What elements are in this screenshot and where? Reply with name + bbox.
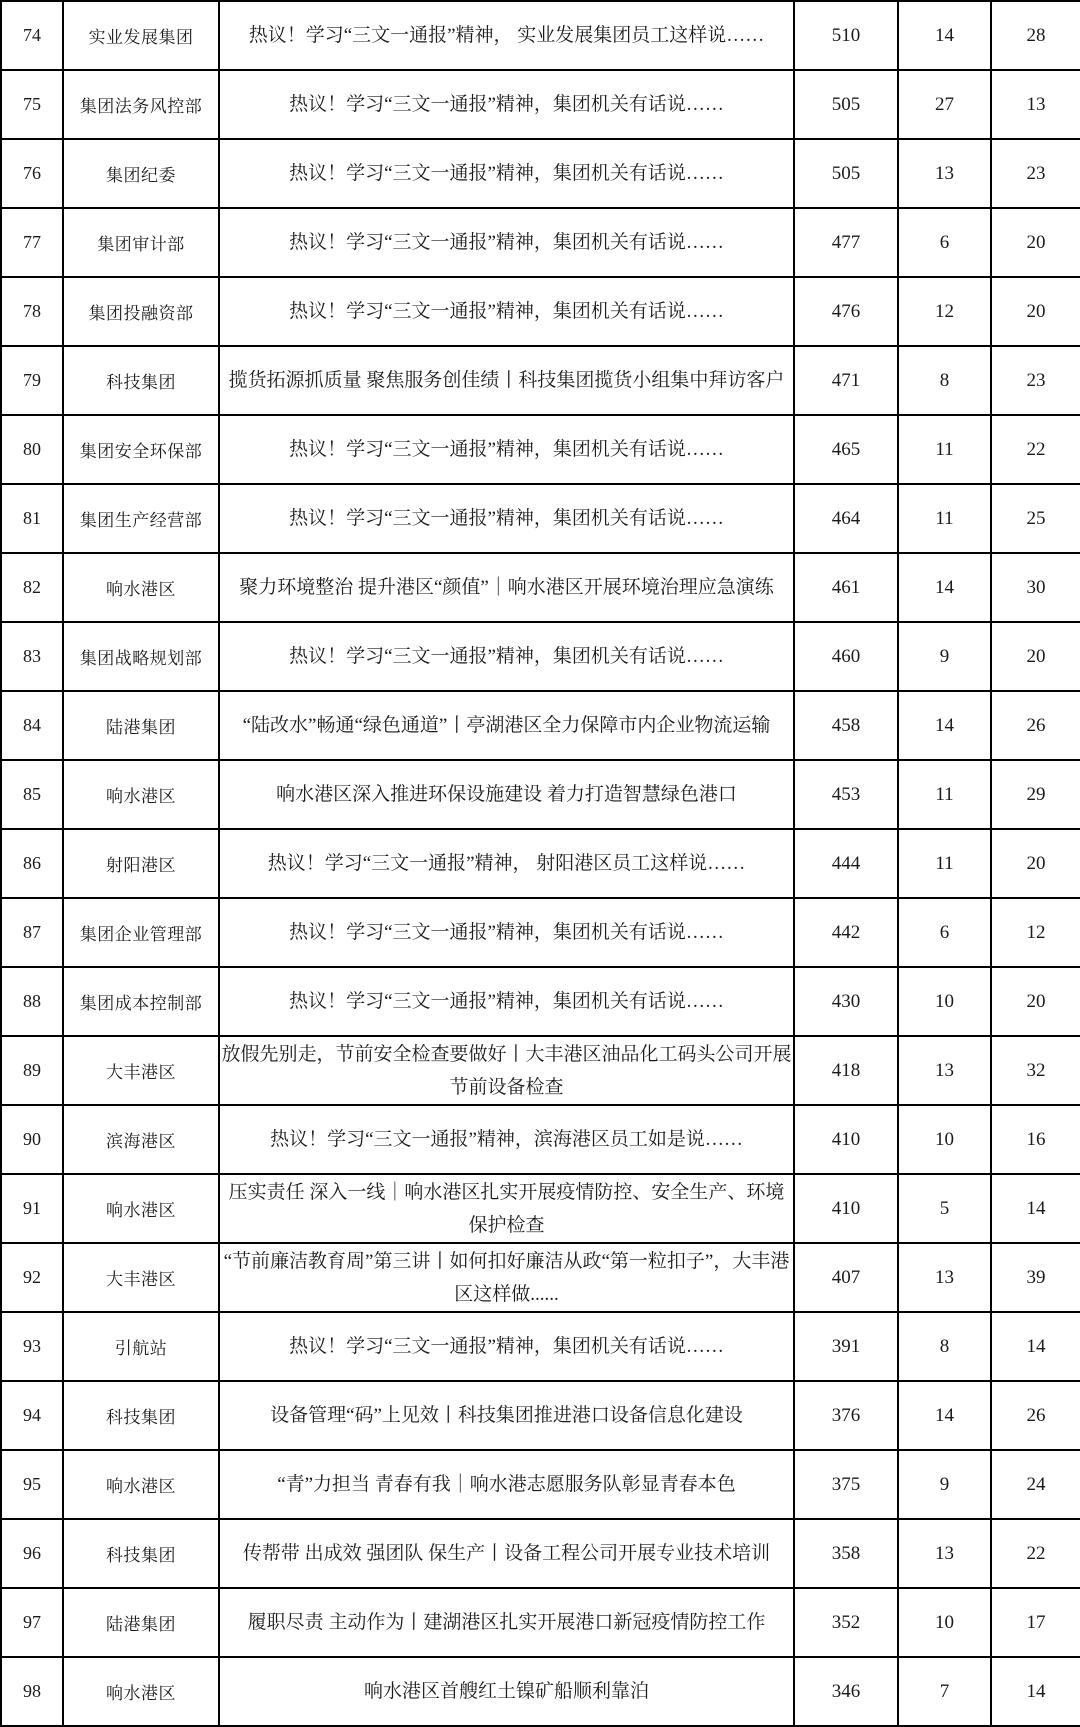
num-col2-cell: 14 <box>898 691 991 760</box>
table-row <box>1 553 1080 622</box>
num-col2-cell: 13 <box>898 139 991 208</box>
article-title-cell: 热议！学习“三文一通报”精神，集团机关有话说…… <box>219 70 794 139</box>
department-cell: 集团法务风控部 <box>63 70 219 139</box>
num-col1-cell: 407 <box>794 1243 898 1312</box>
department-cell: 响水港区 <box>63 1450 219 1519</box>
department-cell: 陆港集团 <box>63 691 219 760</box>
num-col3-cell: 20 <box>991 208 1080 277</box>
department-cell: 集团审计部 <box>63 208 219 277</box>
table-row <box>1 484 1080 553</box>
department-cell: 集团纪委 <box>63 139 219 208</box>
department-cell: 响水港区 <box>63 553 219 622</box>
article-title-cell: 热议！学习“三文一通报”精神，集团机关有话说…… <box>219 139 794 208</box>
num-col3-cell: 20 <box>991 829 1080 898</box>
num-col3-cell: 14 <box>991 1312 1080 1381</box>
num-col2-cell: 11 <box>898 484 991 553</box>
num-col2-cell: 13 <box>898 1243 991 1312</box>
department-cell: 滨海港区 <box>63 1105 219 1174</box>
num-col1-cell: 471 <box>794 346 898 415</box>
row-number-cell: 84 <box>1 691 63 760</box>
article-title-cell: “节前廉洁教育周”第三讲丨如何扣好廉洁从政“第一粒扣子”，大丰港区这样做...... <box>219 1243 794 1312</box>
row-number-cell: 81 <box>1 484 63 553</box>
num-col2-cell: 11 <box>898 760 991 829</box>
num-col1-cell: 505 <box>794 139 898 208</box>
num-col1-cell: 461 <box>794 553 898 622</box>
num-col2-cell: 8 <box>898 346 991 415</box>
num-col3-cell: 26 <box>991 691 1080 760</box>
num-col3-cell: 25 <box>991 484 1080 553</box>
num-col3-cell: 39 <box>991 1243 1080 1312</box>
num-col2-cell: 13 <box>898 1036 991 1105</box>
row-number-cell: 93 <box>1 1312 63 1381</box>
department-cell: 大丰港区 <box>63 1243 219 1312</box>
department-cell: 集团生产经营部 <box>63 484 219 553</box>
department-cell: 集团安全环保部 <box>63 415 219 484</box>
num-col1-cell: 453 <box>794 760 898 829</box>
num-col1-cell: 505 <box>794 70 898 139</box>
article-title-cell: 揽货拓源抓质量 聚焦服务创佳绩丨科技集团揽货小组集中拜访客户 <box>219 346 794 415</box>
table-row <box>1 1381 1080 1450</box>
num-col3-cell: 24 <box>991 1450 1080 1519</box>
num-col2-cell: 11 <box>898 415 991 484</box>
table-row <box>1 139 1080 208</box>
num-col2-cell: 10 <box>898 1588 991 1657</box>
department-cell: 实业发展集团 <box>63 1 219 70</box>
num-col2-cell: 6 <box>898 898 991 967</box>
article-title-cell: 热议！学习“三文一通报”精神，集团机关有话说…… <box>219 277 794 346</box>
num-col1-cell: 476 <box>794 277 898 346</box>
department-cell: 科技集团 <box>63 1519 219 1588</box>
num-col3-cell: 14 <box>991 1174 1080 1243</box>
table-row <box>1 1105 1080 1174</box>
num-col2-cell: 13 <box>898 1519 991 1588</box>
table-row <box>1 1312 1080 1381</box>
department-cell: 陆港集团 <box>63 1588 219 1657</box>
num-col2-cell: 27 <box>898 70 991 139</box>
article-title-cell: 热议！学习“三文一通报”精神，集团机关有话说…… <box>219 208 794 277</box>
article-title-cell: 热议！学习“三文一通报”精神，滨海港区员工如是说…… <box>219 1105 794 1174</box>
article-title-cell: 设备管理“码”上见效丨科技集团推进港口设备信息化建设 <box>219 1381 794 1450</box>
num-col1-cell: 418 <box>794 1036 898 1105</box>
table-row <box>1 208 1080 277</box>
table-row <box>1 967 1080 1036</box>
row-number-cell: 77 <box>1 208 63 277</box>
department-cell: 科技集团 <box>63 346 219 415</box>
row-number-cell: 88 <box>1 967 63 1036</box>
num-col2-cell: 14 <box>898 1 991 70</box>
row-number-cell: 94 <box>1 1381 63 1450</box>
row-number-cell: 74 <box>1 1 63 70</box>
num-col1-cell: 375 <box>794 1450 898 1519</box>
row-number-cell: 87 <box>1 898 63 967</box>
num-col1-cell: 510 <box>794 1 898 70</box>
table-row <box>1 277 1080 346</box>
department-cell: 集团企业管理部 <box>63 898 219 967</box>
num-col2-cell: 6 <box>898 208 991 277</box>
num-col1-cell: 430 <box>794 967 898 1036</box>
table-row <box>1 1036 1080 1105</box>
article-title-cell: 热议！学习“三文一通报”精神， 射阳港区员工这样说…… <box>219 829 794 898</box>
row-number-cell: 95 <box>1 1450 63 1519</box>
department-cell: 射阳港区 <box>63 829 219 898</box>
table-row <box>1 622 1080 691</box>
department-cell: 集团战略规划部 <box>63 622 219 691</box>
num-col3-cell: 16 <box>991 1105 1080 1174</box>
table-row <box>1 1 1080 70</box>
row-number-cell: 97 <box>1 1588 63 1657</box>
department-cell: 科技集团 <box>63 1381 219 1450</box>
article-title-cell: 履职尽责 主动作为丨建湖港区扎实开展港口新冠疫情防控工作 <box>219 1588 794 1657</box>
row-number-cell: 85 <box>1 760 63 829</box>
num-col1-cell: 410 <box>794 1105 898 1174</box>
department-cell: 集团成本控制部 <box>63 967 219 1036</box>
num-col1-cell: 477 <box>794 208 898 277</box>
ranking-table-body <box>1 1 1080 1726</box>
table-row <box>1 1450 1080 1519</box>
row-number-cell: 90 <box>1 1105 63 1174</box>
row-number-cell: 98 <box>1 1657 63 1726</box>
num-col3-cell: 20 <box>991 277 1080 346</box>
num-col1-cell: 458 <box>794 691 898 760</box>
article-title-cell: 传帮带 出成效 强团队 保生产丨设备工程公司开展专业技术培训 <box>219 1519 794 1588</box>
article-title-cell: 热议！学习“三文一通报”精神，集团机关有话说…… <box>219 415 794 484</box>
table-row <box>1 415 1080 484</box>
article-title-cell: 放假先别走，节前安全检查要做好丨大丰港区油品化工码头公司开展节前设备检查 <box>219 1036 794 1105</box>
table-row <box>1 760 1080 829</box>
num-col3-cell: 22 <box>991 1519 1080 1588</box>
row-number-cell: 76 <box>1 139 63 208</box>
department-cell: 大丰港区 <box>63 1036 219 1105</box>
row-number-cell: 89 <box>1 1036 63 1105</box>
num-col1-cell: 410 <box>794 1174 898 1243</box>
article-title-cell: 热议！学习“三文一通报”精神，集团机关有话说…… <box>219 1312 794 1381</box>
num-col2-cell: 8 <box>898 1312 991 1381</box>
num-col1-cell: 460 <box>794 622 898 691</box>
num-col2-cell: 12 <box>898 277 991 346</box>
num-col3-cell: 20 <box>991 622 1080 691</box>
department-cell: 引航站 <box>63 1312 219 1381</box>
department-cell: 响水港区 <box>63 760 219 829</box>
num-col3-cell: 20 <box>991 967 1080 1036</box>
article-title-cell: “陆改水”畅通“绿色通道”丨亭湖港区全力保障市内企业物流运输 <box>219 691 794 760</box>
num-col2-cell: 7 <box>898 1657 991 1726</box>
department-cell: 集团投融资部 <box>63 277 219 346</box>
department-cell: 响水港区 <box>63 1174 219 1243</box>
num-col2-cell: 10 <box>898 1105 991 1174</box>
num-col1-cell: 346 <box>794 1657 898 1726</box>
table-row <box>1 1657 1080 1726</box>
num-col1-cell: 352 <box>794 1588 898 1657</box>
num-col2-cell: 14 <box>898 553 991 622</box>
table-row <box>1 1243 1080 1312</box>
row-number-cell: 75 <box>1 70 63 139</box>
article-title-cell: “青”力担当 青春有我｜响水港志愿服务队彰显青春本色 <box>219 1450 794 1519</box>
table-row <box>1 1588 1080 1657</box>
article-title-cell: 响水港区深入推进环保设施建设 着力打造智慧绿色港口 <box>219 760 794 829</box>
article-title-cell: 热议！学习“三文一通报”精神，集团机关有话说…… <box>219 967 794 1036</box>
num-col2-cell: 5 <box>898 1174 991 1243</box>
department-cell: 响水港区 <box>63 1657 219 1726</box>
num-col1-cell: 464 <box>794 484 898 553</box>
row-number-cell: 86 <box>1 829 63 898</box>
table-row <box>1 70 1080 139</box>
num-col2-cell: 14 <box>898 1381 991 1450</box>
table-row <box>1 829 1080 898</box>
article-title-cell: 压实责任 深入一线｜响水港区扎实开展疫情防控、安全生产、环境保护检查 <box>219 1174 794 1243</box>
num-col1-cell: 376 <box>794 1381 898 1450</box>
num-col3-cell: 12 <box>991 898 1080 967</box>
table-row <box>1 691 1080 760</box>
num-col3-cell: 14 <box>991 1657 1080 1726</box>
num-col2-cell: 9 <box>898 622 991 691</box>
article-title-cell: 热议！学习“三文一通报”精神，集团机关有话说…… <box>219 484 794 553</box>
num-col3-cell: 32 <box>991 1036 1080 1105</box>
row-number-cell: 82 <box>1 553 63 622</box>
article-title-cell: 热议！学习“三文一通报”精神，集团机关有话说…… <box>219 898 794 967</box>
num-col2-cell: 11 <box>898 829 991 898</box>
num-col2-cell: 10 <box>898 967 991 1036</box>
num-col3-cell: 26 <box>991 1381 1080 1450</box>
row-number-cell: 96 <box>1 1519 63 1588</box>
num-col1-cell: 358 <box>794 1519 898 1588</box>
table-row <box>1 1519 1080 1588</box>
num-col1-cell: 444 <box>794 829 898 898</box>
num-col3-cell: 30 <box>991 553 1080 622</box>
num-col3-cell: 29 <box>991 760 1080 829</box>
num-col3-cell: 13 <box>991 70 1080 139</box>
article-title-cell: 响水港区首艘红土镍矿船顺利靠泊 <box>219 1657 794 1726</box>
row-number-cell: 79 <box>1 346 63 415</box>
table-row <box>1 346 1080 415</box>
num-col3-cell: 17 <box>991 1588 1080 1657</box>
row-number-cell: 91 <box>1 1174 63 1243</box>
num-col1-cell: 465 <box>794 415 898 484</box>
num-col3-cell: 22 <box>991 415 1080 484</box>
num-col3-cell: 23 <box>991 139 1080 208</box>
num-col1-cell: 391 <box>794 1312 898 1381</box>
article-title-cell: 聚力环境整治 提升港区“颜值”｜响水港区开展环境治理应急演练 <box>219 553 794 622</box>
table-row <box>1 1174 1080 1243</box>
num-col2-cell: 9 <box>898 1450 991 1519</box>
row-number-cell: 83 <box>1 622 63 691</box>
row-number-cell: 80 <box>1 415 63 484</box>
article-title-cell: 热议！学习“三文一通报”精神，集团机关有话说…… <box>219 622 794 691</box>
num-col3-cell: 23 <box>991 346 1080 415</box>
row-number-cell: 92 <box>1 1243 63 1312</box>
num-col3-cell: 28 <box>991 1 1080 70</box>
table-row <box>1 898 1080 967</box>
row-number-cell: 78 <box>1 277 63 346</box>
article-title-cell: 热议！学习“三文一通报”精神， 实业发展集团员工这样说…… <box>219 1 794 70</box>
num-col1-cell: 442 <box>794 898 898 967</box>
